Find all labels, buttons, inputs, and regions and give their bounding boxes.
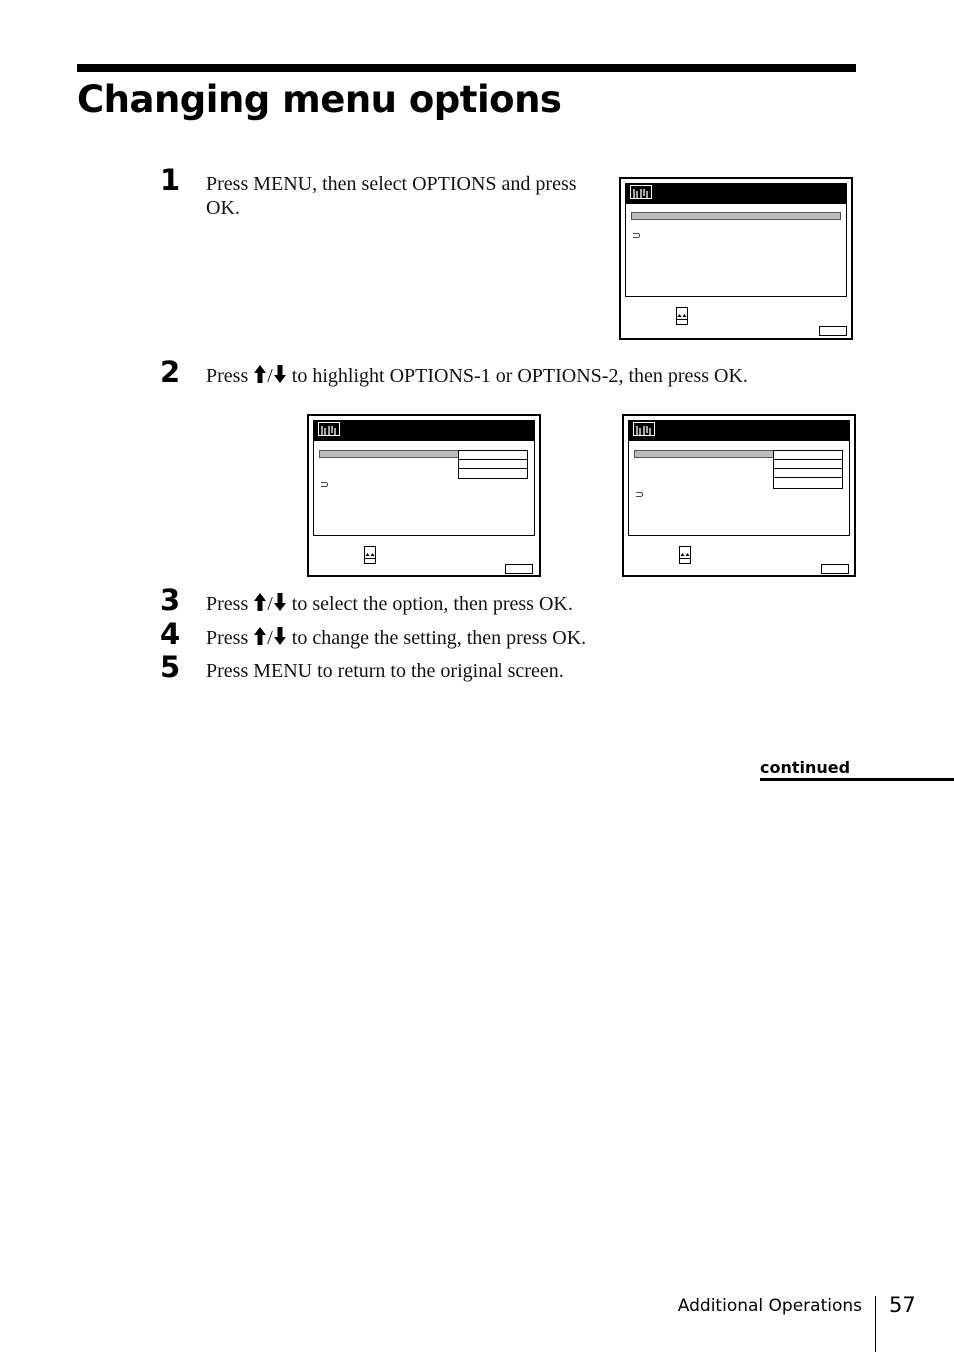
top-rule bbox=[77, 64, 856, 72]
step-2-slash: / bbox=[267, 365, 273, 387]
step-4-text-before: Press bbox=[206, 627, 254, 649]
options-menu-screen bbox=[619, 177, 853, 340]
step-3-text-before: Press bbox=[206, 593, 254, 615]
step-3-slash: / bbox=[267, 593, 273, 615]
up-arrow-icon bbox=[253, 592, 267, 612]
step-5-number: 5 bbox=[160, 650, 181, 684]
up-arrow-icon bbox=[253, 626, 267, 646]
continued-label: continued bbox=[760, 758, 851, 777]
up-down-button-icon bbox=[679, 546, 691, 564]
highlight-bar bbox=[634, 450, 774, 458]
step-5-text: Press MENU to return to the original screen. bbox=[206, 660, 564, 682]
step-1-text: Press MENU, then select OPTIONS and press OK. bbox=[206, 173, 577, 219]
return-icon: ⊃ bbox=[635, 488, 645, 501]
step-2-text bbox=[206, 364, 748, 388]
options-menu-icon bbox=[633, 422, 655, 436]
page-title: Changing menu options bbox=[77, 78, 562, 121]
step-4-text bbox=[206, 626, 586, 650]
menu-panel bbox=[625, 203, 847, 297]
down-arrow-icon bbox=[273, 592, 287, 612]
menu-panel bbox=[628, 440, 850, 536]
down-arrow-icon bbox=[273, 364, 287, 384]
continued-rule bbox=[760, 778, 954, 781]
step-2-text-before: Press bbox=[206, 365, 254, 387]
step-4-text-after: to change the setting, then press OK. bbox=[286, 627, 587, 649]
up-down-button-icon bbox=[364, 546, 376, 564]
options-2-screen bbox=[622, 414, 856, 577]
return-icon: ⊃ bbox=[632, 229, 642, 242]
screen-title-bar bbox=[625, 183, 847, 203]
step-3-number: 3 bbox=[160, 583, 181, 617]
screen-title-bar bbox=[628, 420, 850, 440]
step-2-text-after: to highlight OPTIONS-1 or OPTIONS-2, then press OK. bbox=[286, 365, 748, 387]
ok-box bbox=[819, 326, 847, 336]
ok-box bbox=[821, 564, 849, 574]
step-3-text-after: to select the option, then press OK. bbox=[286, 593, 573, 615]
submenu-box bbox=[773, 450, 843, 489]
up-down-button-icon bbox=[676, 307, 688, 325]
ok-box bbox=[505, 564, 533, 574]
page-number: 57 bbox=[889, 1293, 916, 1317]
step-2-number: 2 bbox=[160, 355, 181, 389]
highlight-bar bbox=[319, 450, 459, 458]
options-menu-icon bbox=[318, 422, 340, 436]
step-4-slash: / bbox=[267, 627, 273, 649]
down-arrow-icon bbox=[273, 626, 287, 646]
options-1-screen bbox=[307, 414, 541, 577]
step-1-number: 1 bbox=[160, 163, 181, 197]
step-3-text bbox=[206, 592, 573, 616]
screen-title-bar bbox=[313, 420, 535, 440]
submenu-box bbox=[458, 450, 528, 479]
menu-panel bbox=[313, 440, 535, 536]
footer-divider bbox=[875, 1296, 876, 1352]
return-icon: ⊃ bbox=[320, 478, 330, 491]
footer-section-title: Additional Operations bbox=[677, 1296, 862, 1316]
step-4-number: 4 bbox=[160, 617, 181, 651]
up-arrow-icon bbox=[253, 364, 267, 384]
options-menu-icon bbox=[630, 185, 652, 199]
highlight-bar bbox=[631, 212, 841, 220]
